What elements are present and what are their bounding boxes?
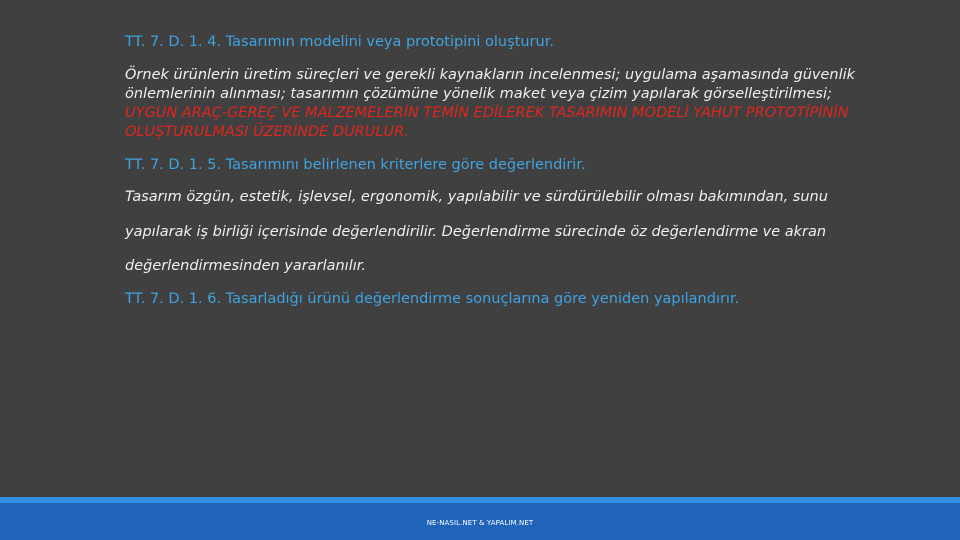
footer-credit: NE-NASIL.NET & YAPALIM.NET [426,519,534,527]
footer-stripe [0,497,960,503]
objective-heading-3: TT. 7. D. 1. 6. Tasarladığı ürünü değerlendirme sonuçlarına göre yeniden yapılandırır. [125,291,740,307]
objective-paragraph-3: yapılarak iş birliği içerisinde değerlendirilir. Değerlendirme sürecinde öz değerlendirme ve akran [125,224,827,240]
paragraph-1-highlight: UYGUN ARAÇ-GEREÇ VE MALZEMELERİN TEMİN EDİLEREK TASARIMIN MODELİ YAHUT PROTOTİPİNİN OLUŞTURULMASI ÜZERİNDE DURULUR. [125,105,849,140]
paragraph-1-text: Örnek ürünlerin üretim süreçleri ve gerekli kaynakların incelenmesi; uygulama aşamasında güvenlik önlemlerinin alınması; tasarımın çözümüne yönelik maket veya çizim yapılarak görselleştirilmesi; [125,67,856,102]
objective-paragraph-2: Tasarım özgün, estetik, işlevsel, ergonomik, yapılabilir ve sürdürülebilir olması bakımından, sunu [125,189,828,205]
objective-paragraph-1 [125,66,885,142]
objective-heading-2: TT. 7. D. 1. 5. Tasarımını belirlenen kriterlere göre değerlendirir. [125,157,586,173]
objective-paragraph-4: değerlendirmesinden yararlanılır. [125,258,366,274]
slide-content [125,32,885,323]
objective-heading-1: TT. 7. D. 1. 4. Tasarımın modelini veya prototipini oluşturur. [125,34,554,50]
